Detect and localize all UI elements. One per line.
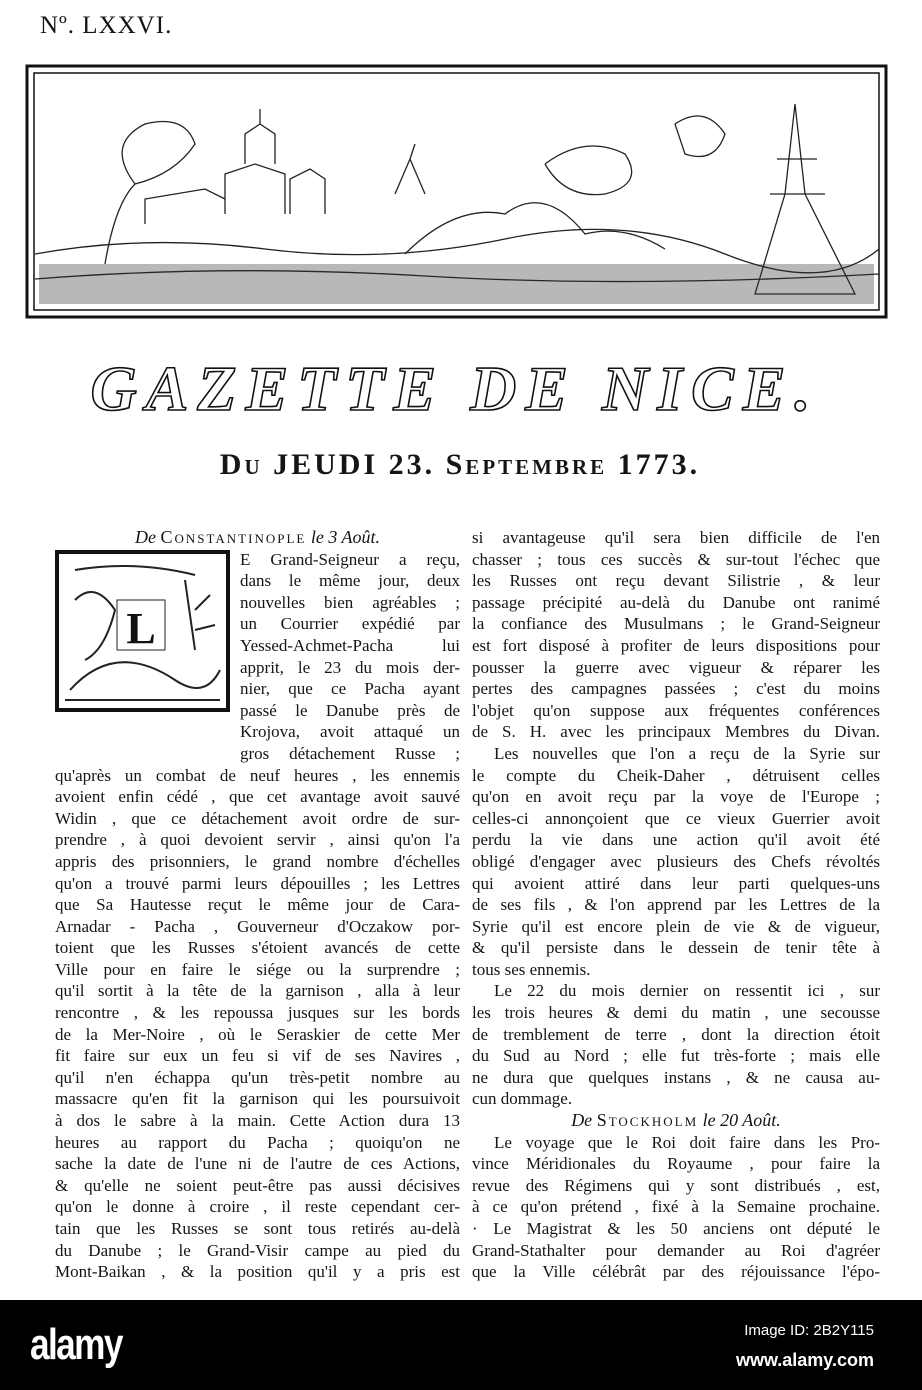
- text-line: fit faire sur eux un feu si vif de ses Navires ,: [55, 1046, 460, 1066]
- text-line: nier, que ce Pacha ayant: [240, 679, 460, 699]
- text-line: Syrie qu'il est encore plein de vie & de vigueur,: [472, 916, 880, 936]
- text-line: l'objet qu'on suppose aux fréquentes conférences: [472, 700, 880, 720]
- text-line: & qu'elle ne soient peut-être pas aussi décisives: [55, 1175, 460, 1195]
- heading-prefix: De: [134, 527, 156, 547]
- article-text: [55, 765, 460, 1283]
- text-line: Les nouvelles que l'on a reçu de la Syrie sur: [494, 743, 880, 763]
- text-line: & qu'il persiste dans le dessein de tenir tête à: [472, 938, 880, 958]
- text-line: gros détachement Russe ;: [240, 743, 460, 763]
- text-line: qu'il n'en échappa qu'un très-petit nombre au: [55, 1067, 460, 1087]
- text-line: Ville pour en faire le siége ou la surprendre ;: [55, 959, 460, 979]
- text-line: qu'on a trouvé parmi leurs dépouilles ; les Lettres: [55, 873, 460, 893]
- text-line: la confiance des Musulmans ; le Grand-Seigneur: [472, 614, 880, 634]
- text-line: prendre , à quoi devoient servir , ainsi qu'on l'a: [55, 830, 460, 850]
- dispatch-heading-constantinople: [55, 527, 460, 549]
- text-line: massacre qu'en fit la garnison qui les poursuivoit: [55, 1089, 460, 1109]
- text-line: Le 22 du mois dernier on ressentit ici , sur: [494, 981, 880, 1001]
- text-line: heures au rapport du Pacha ; quoiqu'on ne: [55, 1132, 460, 1152]
- text-line: obligé d'engager avec plusieurs des Chefs révoltés: [472, 851, 880, 871]
- text-line: Le voyage que le Roi doit faire dans les Pro-: [494, 1132, 880, 1152]
- text-line: · Le Magistrat & les 50 anciens ont député le: [472, 1219, 880, 1238]
- watermark-footer: [0, 1300, 922, 1390]
- text-line: à dos le sabre à la main. Cette Action dura 13: [55, 1111, 460, 1131]
- text-line: Yessed-Achmet-Pacha lui: [240, 635, 460, 655]
- alamy-logo: alamy: [30, 1320, 122, 1369]
- text-line: qui avoient attiré dans leur parti quelques-uns: [472, 873, 880, 893]
- text-line: Widin , que ce détachement avoit ordre de sur-: [55, 808, 460, 828]
- text-line: de la Mer-Noire , où le Seraskier de cette Mer: [55, 1024, 460, 1044]
- text-line: Mont-Baikan , & la position qu'il y a pris est: [55, 1262, 460, 1282]
- text-line: tous ses ennemis.: [472, 959, 591, 979]
- text-line: perdu la vie dans une action qu'il avoit été: [472, 830, 880, 850]
- heading-place: Constantinople: [160, 527, 307, 547]
- text-line: toient que les Russes s'étoient avancés de cette: [55, 938, 460, 958]
- heading-place: Stockholm: [596, 1110, 699, 1131]
- text-line: de ses fils , & l'on apprend par les Lettres de la: [472, 895, 880, 915]
- text-line: celles-ci annonçoient que ce vieux Guerrier avoit: [472, 808, 880, 828]
- text-line: pertes des campagnes passées ; c'est du moins: [472, 679, 880, 699]
- issue-number: Nº. LXXVI.: [40, 12, 173, 39]
- dispatch-heading-stockholm: [472, 1110, 880, 1132]
- heading-date: le 3 Août.: [310, 527, 381, 547]
- text-line: appris des prisonniers, le grand nombre d'échelles: [55, 851, 460, 871]
- text-line: que la Ville célébrât par des réjouissance l'épo-: [472, 1262, 880, 1282]
- text-line: qu'on en avoit reçu par la voye de l'Europe ;: [472, 787, 880, 807]
- text-line: vince Méridionales du Royaume , pour faire la: [472, 1154, 880, 1174]
- text-line: de tremblement de terre , dont la direction étoit: [472, 1024, 880, 1044]
- image-id: Image ID: 2B2Y115: [744, 1322, 874, 1339]
- text-line: le compte du Cheik-Daher , détruisent celles: [472, 765, 880, 785]
- text-line: nouvelles bien agréables ;: [240, 592, 460, 612]
- text-line: les trois heures & demi du matin , une secousse: [472, 1003, 880, 1023]
- text-line: apprit, le 23 du mois der-: [240, 657, 460, 677]
- article-text: [472, 1132, 880, 1283]
- text-line: E Grand-Seigneur a reçu,: [240, 549, 460, 569]
- drop-cap-letter: L: [126, 604, 156, 653]
- text-line: de S. H. avec les principaux Membres du Divan.: [472, 722, 880, 742]
- text-line: si avantageuse qu'il sera bien difficile de l'en: [472, 528, 880, 547]
- text-line: cun dommage.: [472, 1089, 573, 1109]
- heading-date: le 20 Août.: [702, 1110, 781, 1131]
- text-line: Arnadar - Pacha , Gouverneur d'Oczakow por-: [55, 916, 460, 936]
- left-column: [55, 527, 460, 1283]
- newspaper-title: GAZETTE DE NICE.: [90, 353, 820, 424]
- text-line: ne dura que quelques instans , & ne causa au-: [472, 1067, 880, 1087]
- text-line: du Danube ; le Grand-Visir campe au pied du: [55, 1240, 460, 1260]
- text-line: sache la date de l'une ni de l'autre de ces Actions,: [55, 1154, 460, 1174]
- website: www.alamy.com: [735, 1350, 874, 1370]
- text-line: les Russes ont reçu devant Silistrie , & leur: [472, 571, 880, 591]
- dateline: Du JEUDI 23. Septembre 1773.: [219, 448, 701, 481]
- text-line: qu'après un combat de neuf heures , les ennemis: [55, 765, 460, 785]
- article-text: [472, 527, 880, 1110]
- text-line: tain que les Russes se sont tous retirés au-delà: [55, 1219, 460, 1238]
- text-line: passage précipité au-delà du Danube ont ranimé: [472, 592, 880, 612]
- right-column: [472, 527, 880, 1283]
- engraved-landscape-illustration: [25, 64, 888, 319]
- heading-prefix: De: [571, 1110, 593, 1131]
- text-line: du Sud au Nord ; elle fut très-forte ; mais elle: [472, 1046, 880, 1066]
- text-line: chasser ; tous ces succès & sur-tout l'échec que: [472, 549, 880, 569]
- text-line: est fort disposé à profiter de leurs dispositions pour: [472, 635, 880, 655]
- text-line: à ce qu'on prétend , fixé à la Semaine prochaine.: [472, 1197, 880, 1217]
- text-line: Krojova, avoit attaqué un: [240, 722, 460, 742]
- text-line: qu'on le donne à croire , il reste cependant cer-: [55, 1197, 460, 1217]
- text-line: pousser la guerre avec vigueur & réparer les: [472, 657, 880, 677]
- text-line: que Sa Hautesse reçut le même jour de Cara-: [55, 895, 460, 915]
- text-line: avoient enfin cédé , que cet avantage avoit sauvé: [55, 787, 460, 807]
- text-line: revue des Régimens qui y sont distribués , est,: [472, 1175, 880, 1195]
- text-line: un Courrier expédié par: [240, 614, 460, 634]
- text-line: dans le même jour, deux: [240, 571, 460, 591]
- text-line: Grand-Stathalter pour demander au Roi d'agréer: [472, 1240, 880, 1260]
- text-line: rencontre , & les repoussa jusques sur les bords: [55, 1003, 460, 1023]
- text-line: passé le Danube près de: [240, 700, 460, 720]
- dropcap-paragraph: [240, 549, 460, 765]
- text-line: qu'il sortit à la tête de la garnison , alla à leur: [55, 981, 460, 1001]
